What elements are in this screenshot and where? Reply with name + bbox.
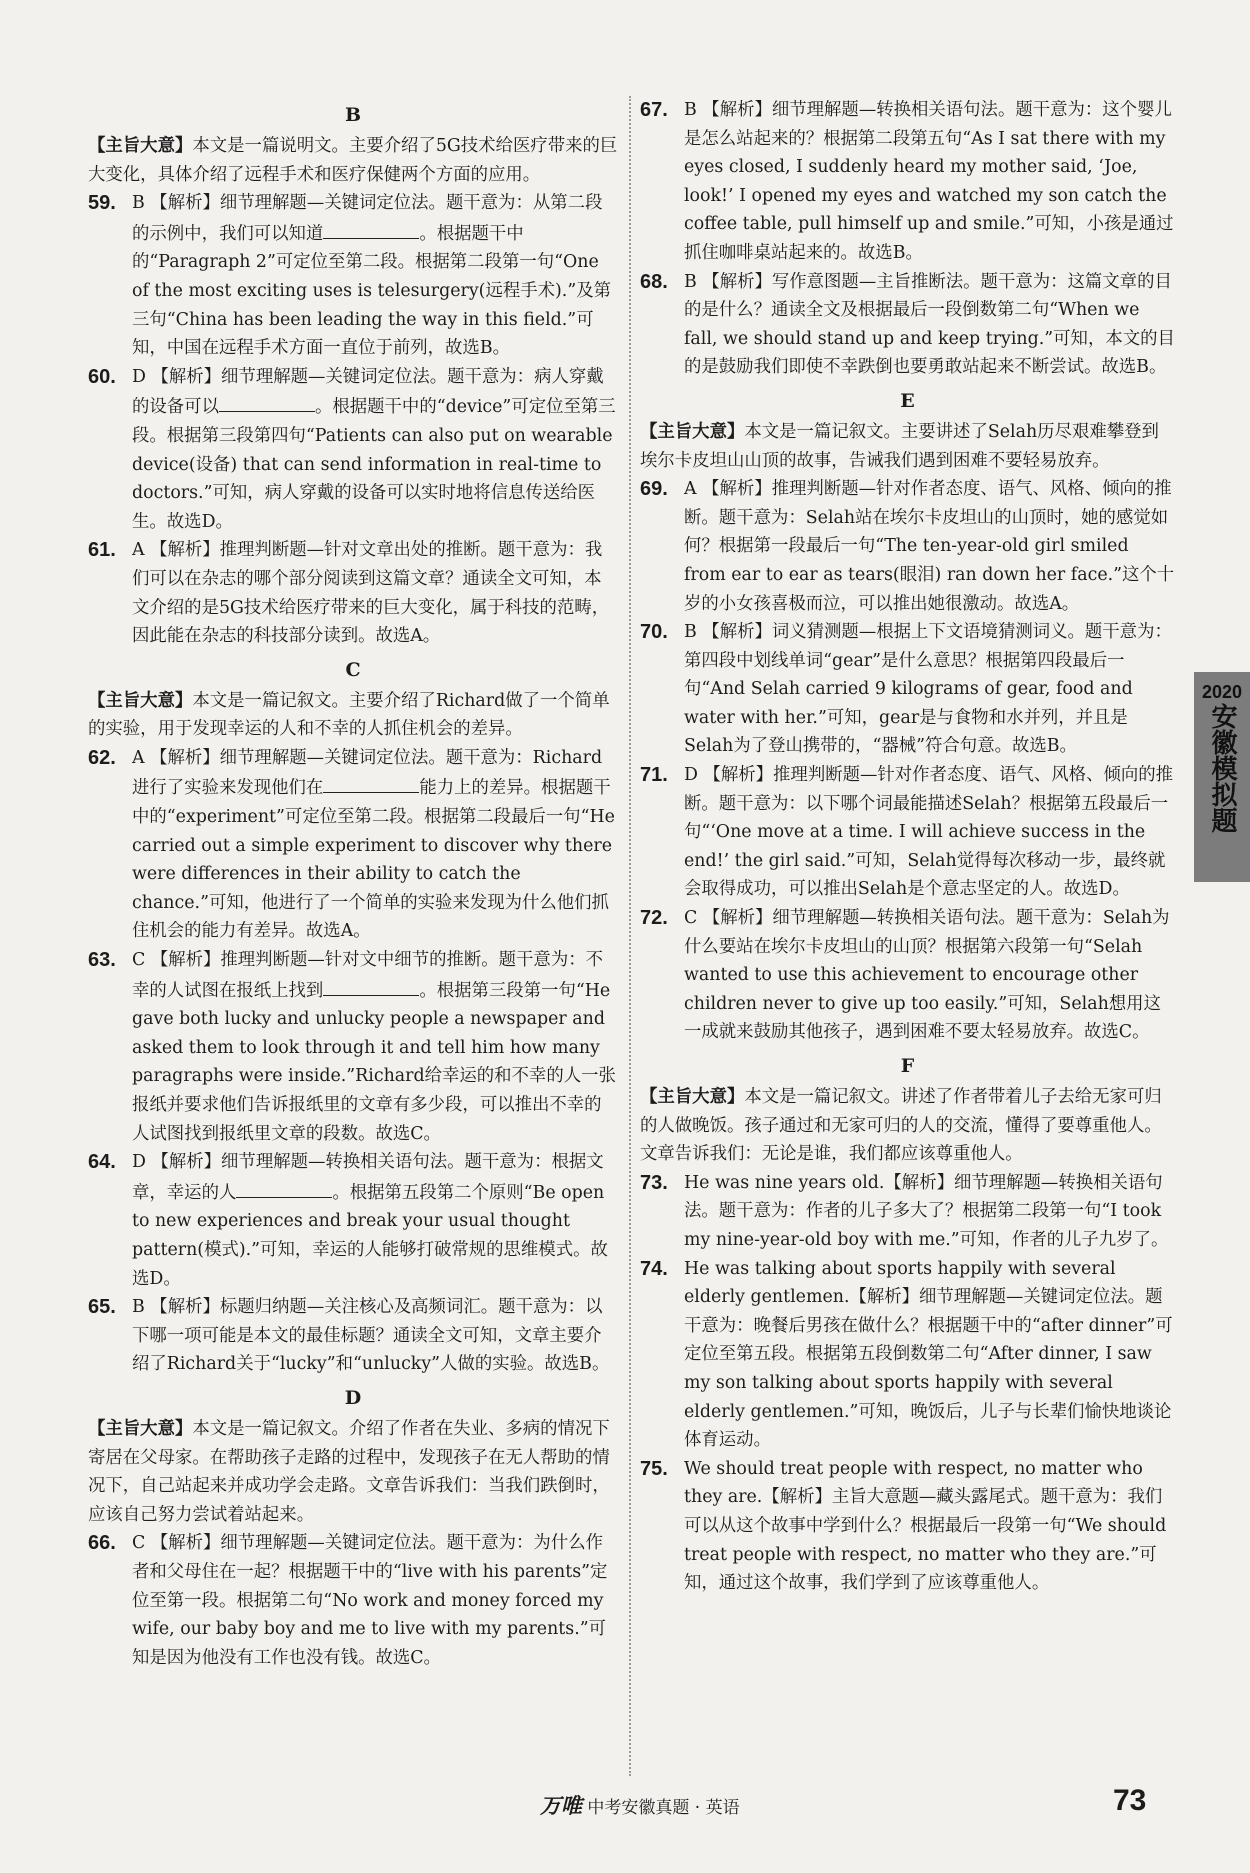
answer-item — [640, 904, 1175, 1047]
section-heading: E — [900, 389, 915, 412]
main-idea-summary — [640, 418, 1175, 475]
side-tab-label: 安徽模拟题 — [1207, 703, 1237, 833]
right-column — [640, 96, 1175, 1598]
explanation-text: B 【解析】词义猜测题—根据上下文语境猜测词义。题干意为：第四段中划线单词“gear”是什么意思？根据第四段最后一句“And Selah carried 9 kilograms of gear, food and water with her.”可知，gear是与食物和水并列，并且是Selah为了登山携带的，“器械”符合句意。故选B。 — [684, 622, 1172, 757]
answer-item — [640, 268, 1175, 382]
explanation-text-cont: 。根据第五段第二个原则“Be open to new experiences and break your usual thought pattern(模式).”可知，幸运的人能够打破常规的思维模式。故选D。 — [132, 1182, 608, 1289]
footer-brand: 万唯 — [540, 1793, 582, 1818]
explanation-text: B 【解析】细节理解题—转换相关语句法。题干意为：这个婴儿是怎么站起来的？根据第二段第五句“As I sat there with my eyes closed, I suddenly heard my mother said, ‘Joe, look!’ I opened my eyes and watched my son catch the coffee table, pull himself up and smile.”可知，小孩是通过抓住咖啡桌站起来的。故选B。 — [684, 100, 1174, 263]
page-number: 73 — [1113, 1784, 1147, 1817]
question-number: 68. — [640, 270, 668, 293]
answer-item — [640, 1255, 1175, 1455]
explanation-text: A 【解析】细节理解题—关键词定位法。题干意为：Richard进行了实验来发现他们在 — [132, 747, 603, 799]
side-tab — [1194, 672, 1250, 882]
answer-item — [88, 189, 618, 363]
question-number: 74. — [640, 1257, 668, 1280]
main-idea-text: 本文是一篇说明文。主要介绍了5G技术给医疗带来的巨大变化，具体介绍了远程手术和医疗保健两个方面的应用。 — [88, 136, 618, 185]
question-number: 61. — [88, 539, 116, 562]
main-idea-summary — [640, 1083, 1175, 1169]
question-number: 59. — [88, 192, 116, 215]
explanation-text: A 【解析】推理判断题—针对文章出处的推断。题干意为：我们可以在杂志的哪个部分阅读到这篇文章？通读全文可知，本文介绍的是5G技术给医疗带来的巨大变化，属于科技的范畴，因此能在杂志的科技部分读到。故选A。 — [132, 540, 610, 647]
explanation-text: D 【解析】细节理解题—关键词定位法。题干意为：病人穿戴的设备可以 — [132, 366, 604, 418]
question-number: 62. — [88, 746, 116, 769]
answer-item — [88, 1148, 618, 1293]
question-number: 63. — [88, 949, 116, 972]
side-tab-year: 2020 — [1201, 682, 1243, 702]
section-heading: C — [345, 658, 361, 681]
main-idea-tag: 【主旨大意】 — [640, 1087, 745, 1107]
explanation-text-cont: 。根据第三段第一句“He gave both lucky and unlucky people a newspaper and asked them to look through it and tell him how many paragraphs were inside.”Richard给幸运的和不幸的人一张报纸并要求他们告诉报纸里的文章有多少段，可以推出不幸的人试图找到报纸里文章的段数。故选C。 — [132, 980, 616, 1144]
answer-item — [88, 1529, 618, 1672]
answer-item — [640, 1169, 1175, 1255]
question-number: 66. — [88, 1532, 116, 1555]
main-idea-tag: 【主旨大意】 — [640, 421, 745, 442]
question-number: 65. — [88, 1296, 116, 1319]
question-number: 75. — [640, 1457, 668, 1480]
main-idea-summary — [88, 1415, 618, 1529]
question-number: 67. — [640, 99, 668, 121]
answer-item — [640, 1455, 1175, 1598]
explanation-text: D 【解析】推理判断题—针对作者态度、语气、风格、倾向的推断。题干意为：以下哪个词最能描述Selah？根据第五段最后一句“‘One move at a time. I will achieve success in the end!’ the girl said.”可知，Selah觉得每次移动一步，最终就会取得成功，可以推出Selah是个意志坚定的人。故选D。 — [684, 765, 1174, 900]
main-idea-text: 本文是一篇记叙文。讲述了作者带着儿子去给无家可归的人做晚饭。孩子通过和无家可归的人的交流，懂得了要尊重他人。文章告诉我们：无论是谁，我们都应该尊重他人。 — [640, 1087, 1162, 1165]
main-idea-text: 本文是一篇记叙文。主要介绍了Richard做了一个简单的实验，用于发现幸运的人和不幸的人抓住机会的差异。 — [88, 690, 610, 740]
answer-item — [640, 96, 1175, 268]
fill-blank — [219, 391, 315, 412]
explanation-text-cont: 能力上的差异。根据题干中的“experiment”可定位至第二段。根据第二段最后一句“He carried out a simple experiment to discover why there were differences in their ability to catch the chance.”可知，他进行了一个简单的实验来发现为什么他们抓住机会的能力有差异。故选A。 — [132, 778, 615, 942]
main-idea-summary — [88, 132, 618, 189]
explanation-text-cont: 。根据题干中的“Paragraph 2”可定位至第二段。根据第二段第一句“One of the most exciting uses is telesurgery(远程手术).”及第三句“China has been leading the way in this field.”可知，中国在远程手术方面一直位于前列，故选B。 — [132, 223, 612, 359]
explanation-text-cont: 。根据题干中的“device”可定位至第三段。根据第三段第四句“Patients can also put on wearable device(设备) that can send information in real-time to doctors.”可知，病人穿戴的设备可以实时地将信息传送给医生。故选D。 — [132, 397, 616, 532]
question-number: 70. — [640, 621, 668, 644]
explanation-text: B 【解析】写作意图题—主旨推断法。题干意为：这篇文章的目的是什么？通读全文及根据最后一段倒数第二句“When we fall, we should stand up and keep trying.”可知，本文的目的是鼓励我们即使不幸跌倒也要勇敢站起来不断尝试。故选B。 — [684, 271, 1175, 378]
answer-item — [88, 363, 618, 537]
column-divider — [629, 96, 631, 1776]
fill-blank — [323, 218, 419, 239]
section-heading: F — [900, 1055, 915, 1077]
footer-title: 中考安徽真题 · 英语 — [587, 1798, 740, 1818]
explanation-text: He was talking about sports happily with several elderly gentlemen.【解析】细节理解题—关键词定位法。题干意为：晚餐后男孩在做什么？根据题干中的“after dinner”可定位至第五段。根据第五段倒数第二句“After dinner, I saw my son talking about sports happily with several elderly gentlemen.”可知，晚饭后，儿子与长辈们愉快地谈论体育运动。 — [684, 1258, 1173, 1451]
fill-blank — [323, 772, 419, 793]
question-number: 72. — [640, 907, 668, 930]
main-idea-tag: 【主旨大意】 — [88, 136, 193, 156]
answer-item — [640, 475, 1175, 618]
main-idea-text: 本文是一篇记叙文。主要讲述了Selah历尽艰难攀登到埃尔卡皮坦山山顶的故事，告诫我们遇到困难不要轻易放弃。 — [640, 421, 1159, 471]
question-number: 73. — [640, 1171, 668, 1194]
answer-item — [88, 946, 618, 1148]
answer-item — [88, 536, 618, 650]
question-number: 71. — [640, 764, 668, 787]
explanation-text: We should treat people with respect, no matter who they are.【解析】主旨大意题—藏头露尾式。题干意为：我们可以从这个故事中学到什么？根据最后一段第一句“We should treat people with respect, no matter who they are.”可知，通过这个故事，我们学到了应该尊重他人。 — [684, 1458, 1167, 1594]
left-column — [88, 96, 618, 1672]
question-number: 69. — [640, 478, 668, 501]
page-footer — [540, 1790, 740, 1820]
section-heading: B — [344, 104, 362, 126]
answer-item — [88, 1293, 618, 1379]
answer-item — [88, 744, 618, 946]
explanation-text: C 【解析】推理判断题—针对文中细节的推断。题干意为：不幸的人试图在报纸上找到 — [132, 950, 603, 1001]
fill-blank — [323, 975, 419, 996]
answer-item — [640, 761, 1175, 904]
main-idea-summary — [88, 687, 618, 744]
explanation-text: B 【解析】标题归纳题—关注核心及高频词汇。题干意为：以下哪一项可能是本文的最佳标题？通读全文可知，文章主要介绍了Richard关于“lucky”和“unlucky”人做的实验。故选B。 — [132, 1297, 610, 1375]
answer-item — [640, 618, 1175, 761]
section-heading: D — [344, 1386, 362, 1409]
fill-blank — [236, 1177, 332, 1198]
explanation-text: C 【解析】细节理解题—关键词定位法。题干意为：为什么作者和父母住在一起？根据题干中的“live with his parents”定位至第一段。根据第二句“No work and money forced my wife, our baby boy and me to live with my parents.”可知是因为他没有工作也没有钱。故选C。 — [132, 1533, 608, 1668]
explanation-text: He was nine years old.【解析】细节理解题—转换相关语句法。题干意为：作者的儿子多大了？根据第二段第一句“I took my nine-year-old boy with me.”可知，作者的儿子九岁了。 — [684, 1172, 1169, 1250]
main-idea-text: 本文是一篇记叙文。介绍了作者在失业、多病的情况下寄居在父母家。在帮助孩子走路的过程中，发现孩子在无人帮助的情况下，自己站起来并成功学会走路。文章告诉我们：当我们跌倒时，应该自己努力尝试着站起来。 — [88, 1418, 610, 1525]
explanation-text: C 【解析】细节理解题—转换相关语句法。题干意为：Selah为什么要站在埃尔卡皮坦山的山顶？根据第六段第一句“Selah wanted to use this achievement to encourage other children never to give up too easily.”可知，Selah想用这一成就来鼓励其他孩子，遇到困难不要太轻易放弃。故选C。 — [684, 908, 1170, 1043]
main-idea-tag: 【主旨大意】 — [88, 690, 193, 711]
question-number: 64. — [88, 1151, 116, 1174]
explanation-text: A 【解析】推理判断题—针对作者态度、语气、风格、倾向的推断。题干意为：Selah站在埃尔卡皮坦山的山顶时，她的感觉如何？根据第一段最后一句“The ten-year-old girl smiled from ear to ear as tears(眼泪) ran down her face.”这个十岁的小女孩喜极而泣，可以推出她很激动。故选A。 — [684, 479, 1175, 614]
question-number: 60. — [88, 365, 116, 388]
main-idea-tag: 【主旨大意】 — [88, 1418, 193, 1439]
explanation-text: B 【解析】细节理解题—关键词定位法。题干意为：从第二段的示例中，我们可以知道 — [132, 193, 603, 244]
explanation-text: D 【解析】细节理解题—转换相关语句法。题干意为：根据文章，幸运的人 — [132, 1152, 604, 1203]
